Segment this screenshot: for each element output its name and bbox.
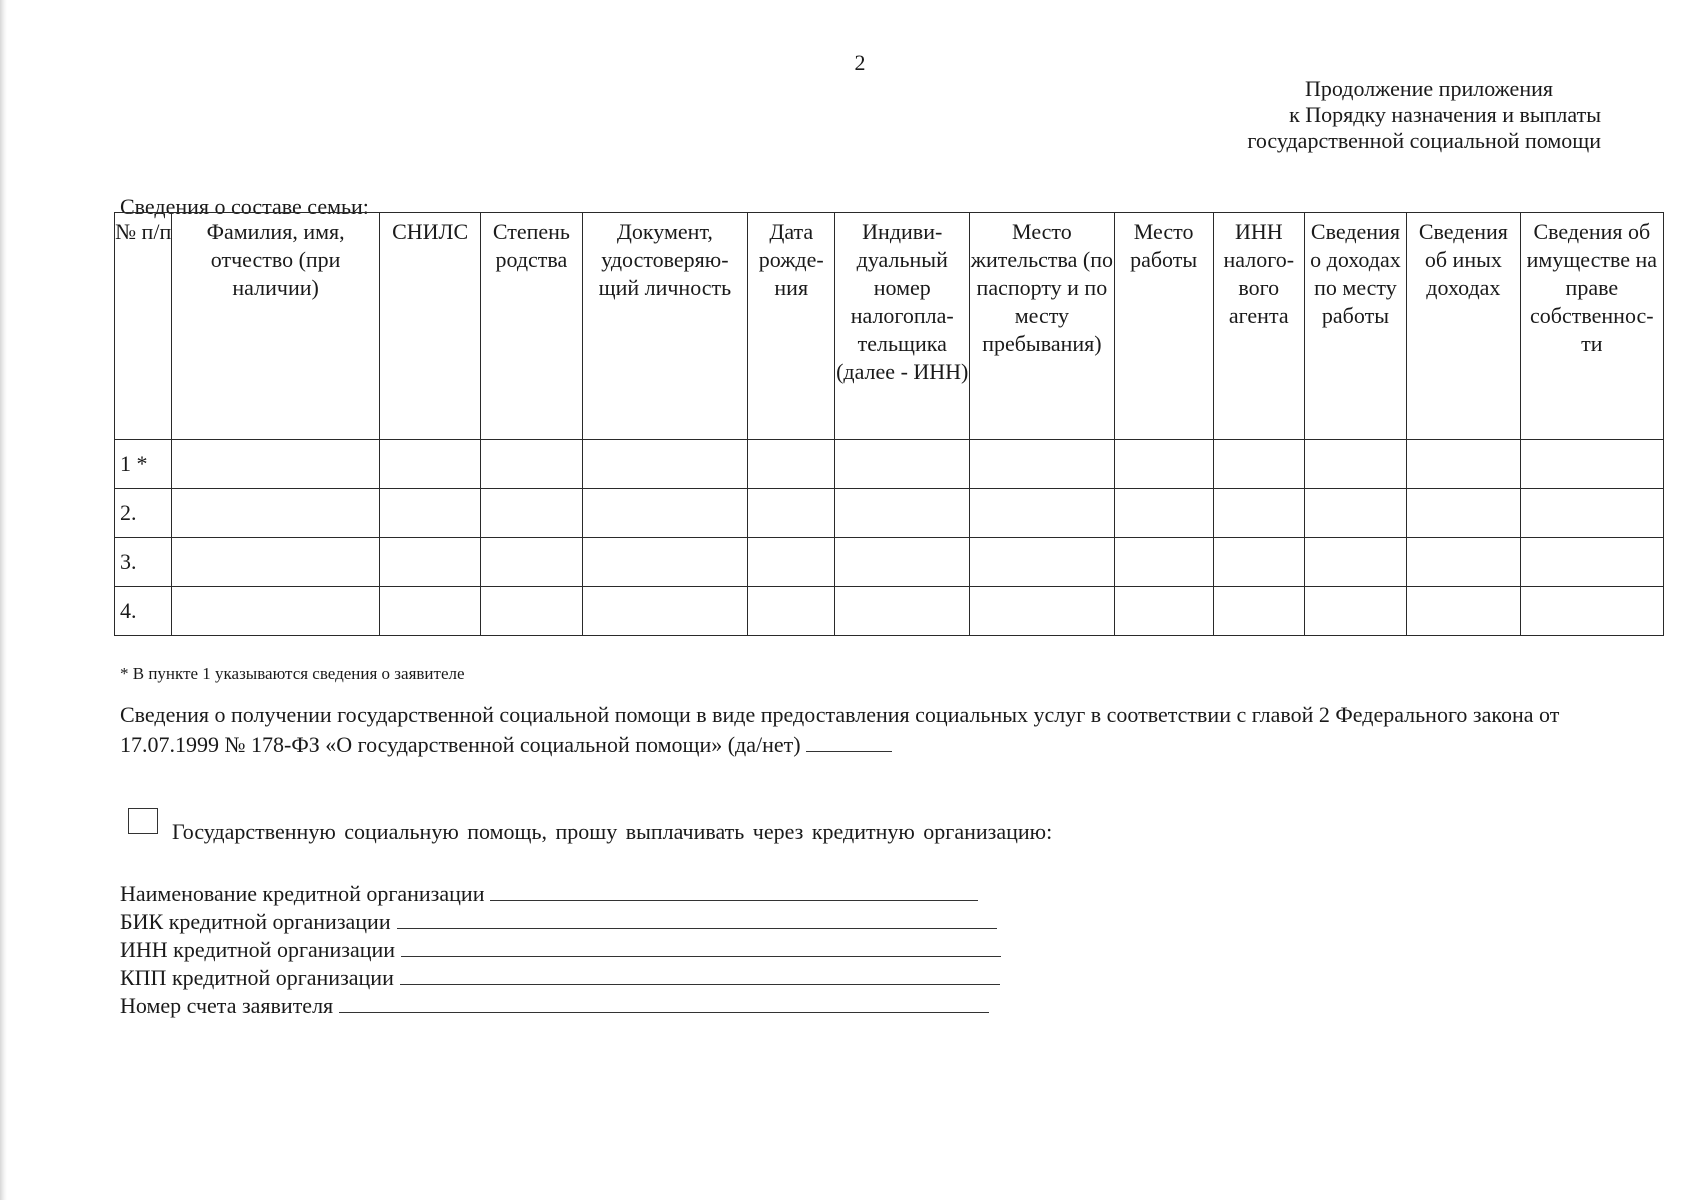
- bank-field-row: [120, 880, 1001, 908]
- table-row: [115, 489, 1664, 538]
- table-cell-input[interactable]: [748, 440, 835, 489]
- bank-fields: [120, 880, 1001, 1020]
- table-cell-input[interactable]: [582, 587, 748, 636]
- appendix-header: [1247, 76, 1601, 154]
- table-cell-input[interactable]: [1520, 587, 1663, 636]
- column-header: СНИЛС: [379, 213, 480, 440]
- table-cell-input[interactable]: [748, 489, 835, 538]
- bank-field-label: ИНН кредитной организации: [120, 937, 396, 962]
- bank-field-label: БИК кредитной организации: [120, 909, 391, 934]
- inn-fill-line[interactable]: [401, 938, 1001, 957]
- bank-name-fill-line[interactable]: [490, 882, 978, 901]
- column-header: Сведения о доходах по месту работы: [1304, 213, 1406, 440]
- bank-field-row: [120, 964, 1001, 992]
- yes-no-fill-line[interactable]: [806, 733, 892, 752]
- table-cell-input[interactable]: [379, 440, 480, 489]
- table-cell-input[interactable]: [172, 489, 380, 538]
- row-number: 2.: [115, 489, 172, 538]
- column-header: ИНН налого-вого агента: [1213, 213, 1304, 440]
- table-cell-input[interactable]: [1407, 538, 1521, 587]
- table-cell-input[interactable]: [970, 538, 1114, 587]
- social-services-text: Сведения о получении государственной социальной помощи в виде предоставления социальных услуг в соответствии с главой 2 Федерального закона от 17.07.1999 № 178-ФЗ «О государственной социальной помощи» (да/нет): [120, 702, 1560, 757]
- bank-field-label: КПП кредитной организации: [120, 965, 394, 990]
- table-cell-input[interactable]: [1304, 440, 1406, 489]
- payment-checkbox[interactable]: [128, 808, 158, 834]
- column-header: Дата рожде-ния: [748, 213, 835, 440]
- table-cell-input[interactable]: [1114, 489, 1213, 538]
- table-cell-input[interactable]: [481, 489, 582, 538]
- header-line: Продолжение приложения: [1305, 76, 1553, 101]
- table-cell-input[interactable]: [1304, 538, 1406, 587]
- family-table-caption: Сведения о составе семьи:: [120, 194, 369, 219]
- header-line: к Порядку назначения и выплаты: [1289, 102, 1601, 127]
- table-cell-input[interactable]: [1114, 440, 1213, 489]
- table-cell-input[interactable]: [1304, 489, 1406, 538]
- bank-field-row: [120, 992, 1001, 1020]
- payment-checkbox-label: Государственную социальную помощь, прошу выплачивать через кредитную организацию:: [172, 819, 1053, 844]
- row-number: 3.: [115, 538, 172, 587]
- column-header: Документ, удостоверяю-щий личность: [582, 213, 748, 440]
- table-row: [115, 440, 1664, 489]
- table-cell-input[interactable]: [172, 587, 380, 636]
- table-cell-input[interactable]: [1114, 538, 1213, 587]
- social-services-paragraph: [120, 700, 1660, 760]
- table-cell-input[interactable]: [748, 538, 835, 587]
- table-cell-input[interactable]: [582, 489, 748, 538]
- column-header: Место жительства (по паспорту и по месту пребывания): [970, 213, 1114, 440]
- column-header: № п/п: [115, 213, 172, 440]
- table-cell-input[interactable]: [172, 440, 380, 489]
- table-cell-input[interactable]: [1407, 489, 1521, 538]
- bank-field-row: [120, 936, 1001, 964]
- bank-field-label: Номер счета заявителя: [120, 993, 334, 1018]
- table-cell-input[interactable]: [379, 489, 480, 538]
- table-cell-input[interactable]: [1407, 587, 1521, 636]
- bank-field-row: [120, 908, 1001, 936]
- table-cell-input[interactable]: [481, 440, 582, 489]
- table-cell-input[interactable]: [748, 587, 835, 636]
- header-line: государственной социальной помощи: [1247, 128, 1601, 153]
- table-cell-input[interactable]: [1213, 538, 1304, 587]
- table-cell-input[interactable]: [1407, 440, 1521, 489]
- column-header: Фамилия, имя, отчество (при наличии): [172, 213, 380, 440]
- table-cell-input[interactable]: [481, 587, 582, 636]
- table-cell-input[interactable]: [1520, 489, 1663, 538]
- bank-field-label: Наименование кредитной организации: [120, 881, 485, 906]
- column-header: Сведения об имуществе на праве собственнос-ти: [1520, 213, 1663, 440]
- column-header: Степень родства: [481, 213, 582, 440]
- table-cell-input[interactable]: [172, 538, 380, 587]
- table-cell-input[interactable]: [582, 538, 748, 587]
- table-cell-input[interactable]: [835, 489, 970, 538]
- table-cell-input[interactable]: [379, 538, 480, 587]
- table-cell-input[interactable]: [1304, 587, 1406, 636]
- account-number-fill-line[interactable]: [339, 994, 989, 1013]
- table-cell-input[interactable]: [481, 538, 582, 587]
- table-cell-input[interactable]: [1520, 440, 1663, 489]
- footnote: * В пункте 1 указываются сведения о заявителе: [120, 664, 465, 683]
- table-row: [115, 587, 1664, 636]
- table-row: [115, 538, 1664, 587]
- column-header: Индиви-дуальный номер налогопла-тельщика (далее - ИНН): [835, 213, 970, 440]
- table-cell-input[interactable]: [582, 440, 748, 489]
- scan-edge: [0, 0, 7, 1200]
- table-cell-input[interactable]: [970, 587, 1114, 636]
- table-cell-input[interactable]: [379, 587, 480, 636]
- column-header: Сведения об иных доходах: [1407, 213, 1521, 440]
- table-cell-input[interactable]: [1213, 440, 1304, 489]
- table-cell-input[interactable]: [1114, 587, 1213, 636]
- table-cell-input[interactable]: [835, 440, 970, 489]
- page-number: 2: [854, 50, 866, 75]
- table-cell-input[interactable]: [970, 489, 1114, 538]
- row-number: 4.: [115, 587, 172, 636]
- table-cell-input[interactable]: [1520, 538, 1663, 587]
- family-composition-table: [114, 212, 1664, 636]
- table-cell-input[interactable]: [970, 440, 1114, 489]
- column-header: Место работы: [1114, 213, 1213, 440]
- table-cell-input[interactable]: [835, 538, 970, 587]
- bik-fill-line[interactable]: [397, 910, 997, 929]
- table-cell-input[interactable]: [1213, 587, 1304, 636]
- table-header-row: [115, 213, 1664, 440]
- table-cell-input[interactable]: [1213, 489, 1304, 538]
- table-cell-input[interactable]: [835, 587, 970, 636]
- row-number: 1 *: [115, 440, 172, 489]
- kpp-fill-line[interactable]: [400, 966, 1000, 985]
